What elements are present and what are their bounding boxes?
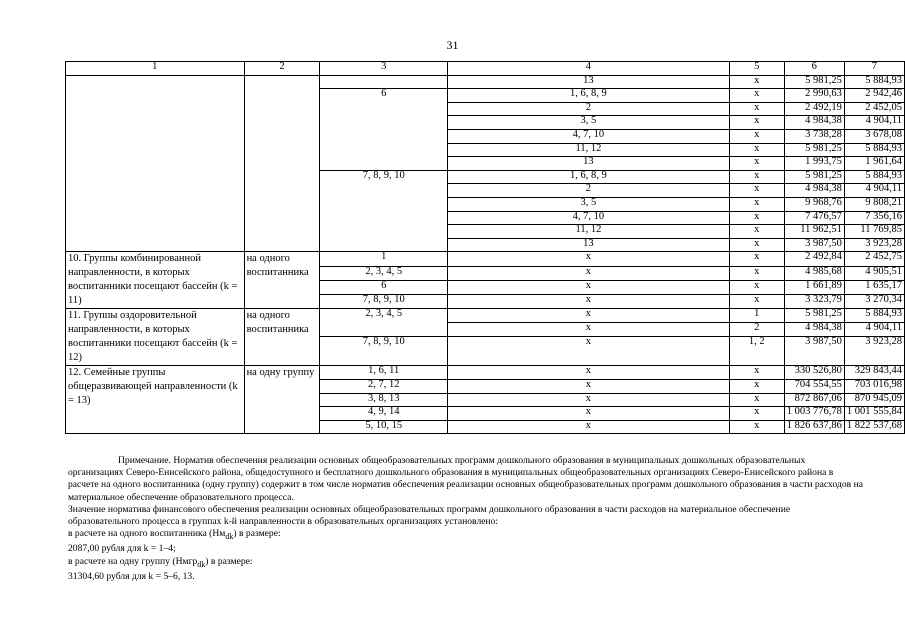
- table-cell: x: [729, 143, 784, 157]
- table-cell: 5 981,25: [784, 170, 844, 184]
- table-cell: 329 843,44: [844, 366, 904, 380]
- table-cell: 870 945,09: [844, 393, 904, 407]
- table-row: [66, 252, 905, 266]
- table-cell: 7 476,57: [784, 211, 844, 225]
- group-unit: на одну группу: [244, 366, 320, 434]
- table-cell: 4, 9, 14: [320, 407, 448, 421]
- table-cell: x: [448, 309, 730, 323]
- table-cell: 872 867,06: [784, 393, 844, 407]
- table-cell: 1 826 637,86: [784, 420, 844, 434]
- table-cell: 2, 3, 4, 5: [320, 309, 448, 336]
- table-cell: 1: [729, 309, 784, 323]
- header-cell: 3: [320, 62, 448, 76]
- table-cell: x: [729, 75, 784, 89]
- table-cell: x: [448, 252, 730, 266]
- table-cell: 5 884,93: [844, 170, 904, 184]
- note-subscript: dk: [225, 532, 234, 542]
- table-cell: 9 968,76: [784, 197, 844, 211]
- table-cell: x: [729, 393, 784, 407]
- header-cell: 6: [784, 62, 844, 76]
- table-cell: x: [729, 379, 784, 393]
- table-cell: x: [448, 420, 730, 434]
- table-cell: x: [729, 170, 784, 184]
- table-cell: [66, 75, 245, 252]
- table-cell: 1 661,89: [784, 280, 844, 294]
- note-block: [68, 455, 863, 583]
- header-cell: 7: [844, 62, 904, 76]
- table-cell: 1 993,75: [784, 157, 844, 171]
- table-cell: 704 554,55: [784, 379, 844, 393]
- table-cell: x: [448, 295, 730, 309]
- table-cell: 2 990,63: [784, 89, 844, 103]
- table-cell: 1 822 537,68: [844, 420, 904, 434]
- table-cell: 1, 6, 8, 9: [448, 89, 730, 103]
- table-cell: 5, 10, 15: [320, 420, 448, 434]
- header-cell: 1: [66, 62, 245, 76]
- table-cell: 5 981,25: [784, 309, 844, 323]
- table-cell: x: [729, 280, 784, 294]
- table-cell: x: [729, 407, 784, 421]
- note-text: ) в размере:: [233, 528, 281, 540]
- table-cell: 3 987,50: [784, 336, 844, 366]
- table-cell: x: [729, 266, 784, 280]
- table-cell: 2 452,75: [844, 252, 904, 266]
- table-cell: 3, 5: [448, 116, 730, 130]
- header-row: [66, 62, 905, 76]
- table-cell: 1: [320, 252, 448, 266]
- table-cell: x: [729, 211, 784, 225]
- note-paragraph: [68, 556, 863, 571]
- table-cell: x: [729, 116, 784, 130]
- group-name: 11. Группы оздоровительной направленности, в которых воспитанники посещают бассейн (k = 12): [66, 309, 245, 366]
- table-cell: x: [729, 225, 784, 239]
- table-cell: 2: [448, 184, 730, 198]
- table-cell: 2: [729, 322, 784, 336]
- note-text: в расчете на одного воспитанника (Нм: [68, 528, 226, 540]
- table-cell: 1 001 555,84: [844, 407, 904, 421]
- table-row: [66, 366, 905, 380]
- group-name: 10. Группы комбинированной направленности, в которых воспитанники посещают бассейн (k = 11): [66, 252, 245, 309]
- table-cell: 4 984,38: [784, 184, 844, 198]
- header-cell: 5: [729, 62, 784, 76]
- table-cell: 5 981,25: [784, 75, 844, 89]
- table-cell: 7, 8, 9, 10: [320, 295, 448, 309]
- table-cell: 3 270,34: [844, 295, 904, 309]
- table-cell: 9 808,21: [844, 197, 904, 211]
- table-cell: 3 923,28: [844, 336, 904, 366]
- table-cell: 3, 8, 13: [320, 393, 448, 407]
- group-unit: на одного воспитанника: [244, 309, 320, 366]
- table-cell: [244, 75, 320, 252]
- table-cell: x: [448, 393, 730, 407]
- header-cell: 4: [448, 62, 730, 76]
- table-cell: 5 884,93: [844, 75, 904, 89]
- table-cell: x: [729, 157, 784, 171]
- table-cell: 1, 6, 8, 9: [448, 170, 730, 184]
- table-cell: 7, 8, 9, 10: [320, 170, 448, 252]
- table-cell: 3 987,50: [784, 238, 844, 252]
- table-cell: 2, 3, 4, 5: [320, 266, 448, 280]
- table-cell: 5 884,93: [844, 143, 904, 157]
- page-number: 31: [446, 38, 459, 52]
- group-unit: на одного воспитанника: [244, 252, 320, 309]
- table-cell: 1 635,17: [844, 280, 904, 294]
- table-cell: 1, 2: [729, 336, 784, 366]
- table-cell: 4, 7, 10: [448, 129, 730, 143]
- table-cell: 7 356,16: [844, 211, 904, 225]
- table-cell: x: [448, 407, 730, 421]
- table-cell: 7, 8, 9, 10: [320, 336, 448, 366]
- table-cell: 1, 6, 11: [320, 366, 448, 380]
- table-cell: x: [729, 238, 784, 252]
- table-cell: 4 904,11: [844, 116, 904, 130]
- norms-table: [65, 61, 905, 434]
- table-cell: 3, 5: [448, 197, 730, 211]
- table-cell: 703 016,98: [844, 379, 904, 393]
- table-cell: 4 904,11: [844, 322, 904, 336]
- note-subscript: dk: [197, 559, 206, 569]
- table-cell: x: [729, 366, 784, 380]
- table-cell: x: [448, 266, 730, 280]
- group-name: 12. Семейные группы общеразвивающей направленности (k = 13): [66, 366, 245, 434]
- table-cell: x: [448, 366, 730, 380]
- table-cell: x: [729, 197, 784, 211]
- table-cell: 3 323,79: [784, 295, 844, 309]
- table-row: [66, 75, 905, 89]
- header-cell: 2: [244, 62, 320, 76]
- note-text: в расчете на одну группу (Нмгр: [68, 555, 198, 567]
- table-cell: [320, 75, 448, 89]
- table-cell: 330 526,80: [784, 366, 844, 380]
- note-paragraph: 31304,60 рубля для k = 5–6, 13.: [68, 570, 195, 582]
- table-cell: 4 905,51: [844, 266, 904, 280]
- note-paragraph: 2087,00 рубля для k = 1–4;: [68, 543, 176, 555]
- table-cell: x: [729, 420, 784, 434]
- table-row: [66, 309, 905, 323]
- table-cell: 13: [448, 75, 730, 89]
- table-cell: x: [729, 295, 784, 309]
- table-cell: 2: [448, 102, 730, 116]
- table-cell: 1 003 776,78: [784, 407, 844, 421]
- table-cell: x: [729, 102, 784, 116]
- table-cell: 1 961,64: [844, 157, 904, 171]
- table-cell: 11, 12: [448, 225, 730, 239]
- table-cell: 3 738,28: [784, 129, 844, 143]
- table-cell: 3 678,08: [844, 129, 904, 143]
- table-cell: 6: [320, 89, 448, 171]
- table-cell: 6: [320, 280, 448, 294]
- table-cell: x: [448, 280, 730, 294]
- table-cell: x: [448, 379, 730, 393]
- table-cell: x: [729, 89, 784, 103]
- note-paragraph: Примечание. Норматив обеспечения реализации основных общеобразовательных программ дошкольного образования в муниципальных дошкольных образовательных организациях Северо-Енисейского района, общедоступного и бесплатного дошкольного образования в муниципальных общеобразовательных организациях Северо-Енисейского района в расчете на одного воспитанника (одну группу) содержит в том числе норматив обеспечения реализации основных общеобразовательных программ дошкольного образования в части расходов на материальное обеспечение образовательного процесса.: [68, 455, 863, 503]
- table-cell: 3 923,28: [844, 238, 904, 252]
- table-cell: 11 769,85: [844, 225, 904, 239]
- note-paragraph: [68, 528, 863, 543]
- table-cell: 4 984,38: [784, 116, 844, 130]
- table-cell: 2 452,05: [844, 102, 904, 116]
- table-cell: 2 492,19: [784, 102, 844, 116]
- note-paragraph: Значение норматива финансового обеспечения реализации основных общеобразовательных программ дошкольного образования в части расходов на материальное обеспечение образовательного процесса в группах k-й направленности в образовательных организациях установлено:: [68, 503, 791, 528]
- table-cell: 5 884,93: [844, 309, 904, 323]
- table-cell: 4 984,38: [784, 322, 844, 336]
- table-cell: 5 981,25: [784, 143, 844, 157]
- table-cell: 13: [448, 157, 730, 171]
- table-cell: 4, 7, 10: [448, 211, 730, 225]
- note-text: ) в размере:: [205, 555, 253, 567]
- table-cell: 2 942,46: [844, 89, 904, 103]
- table-cell: 4 904,11: [844, 184, 904, 198]
- table-cell: x: [448, 322, 730, 336]
- table-cell: 13: [448, 238, 730, 252]
- table-cell: x: [729, 184, 784, 198]
- table-cell: x: [729, 129, 784, 143]
- table-cell: 11 962,51: [784, 225, 844, 239]
- table-cell: 2, 7, 12: [320, 379, 448, 393]
- table-cell: 4 985,68: [784, 266, 844, 280]
- table-cell: 2 492,84: [784, 252, 844, 266]
- table-cell: 11, 12: [448, 143, 730, 157]
- table-cell: x: [729, 252, 784, 266]
- table-cell: x: [448, 336, 730, 366]
